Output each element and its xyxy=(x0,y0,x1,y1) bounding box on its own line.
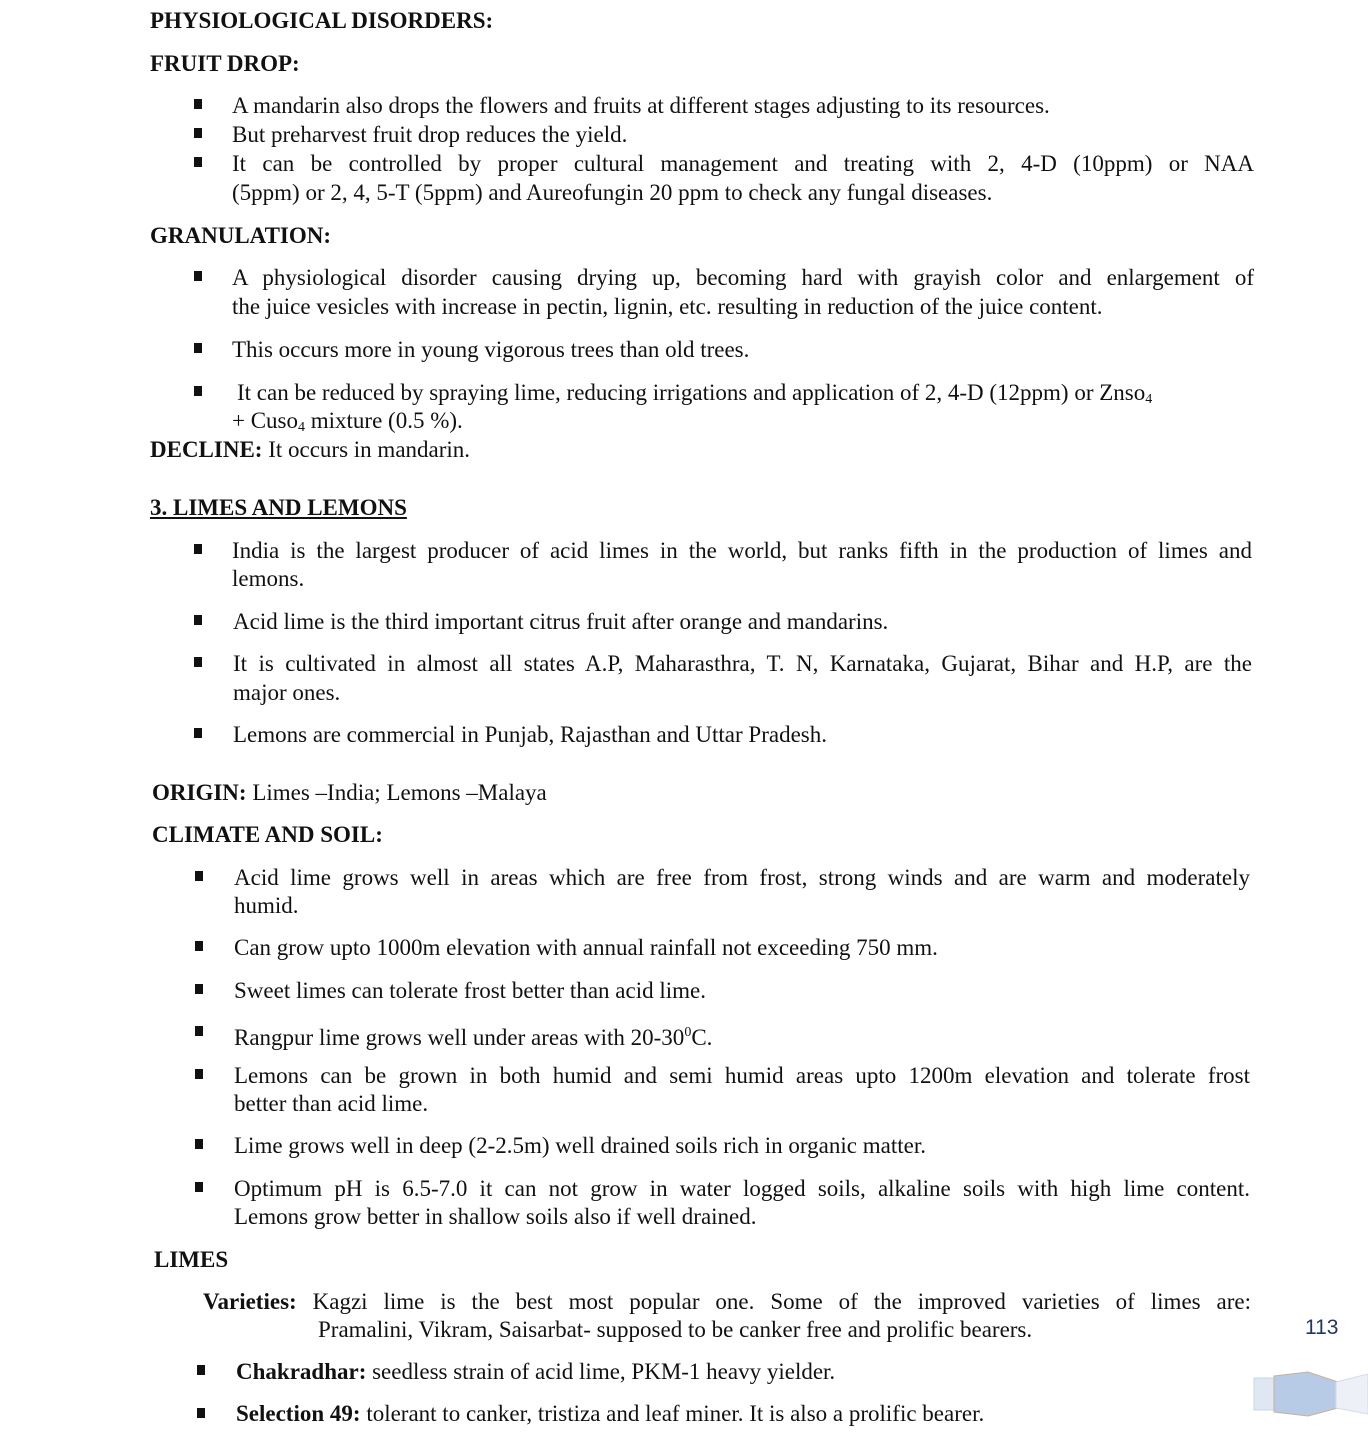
varieties-label: Varieties: xyxy=(203,1289,297,1314)
bullet-icon xyxy=(195,1139,203,1149)
varieties-paragraph xyxy=(203,1288,1251,1316)
origin-text: Limes –India; Lemons –Malaya xyxy=(246,780,547,805)
bullet-icon xyxy=(194,657,202,667)
chakradhar-label: Chakradhar: xyxy=(236,1359,367,1384)
list-item: A mandarin also drops the flowers and fruits at different stages adjusting to its resources. xyxy=(232,93,1050,118)
page-decoration-icon xyxy=(1252,1370,1368,1418)
list-item-continued: the juice vesicles with increase in pectin, lignin, etc. resulting in reduction of the juice content. xyxy=(232,294,1103,319)
list-item-continued: humid. xyxy=(234,893,299,918)
list-item: Acid lime is the third important citrus fruit after orange and mandarins. xyxy=(233,609,889,634)
list-item: It can be controlled by proper cultural management and treating with 2, 4-D (10ppm) or NAA xyxy=(232,151,1254,176)
bullet-icon xyxy=(194,128,202,138)
bullet-icon xyxy=(194,728,202,738)
origin-label: ORIGIN: xyxy=(152,780,247,805)
varieties-continued: Pramalini, Vikram, Saisarbat- supposed to be canker free and prolific bearers. xyxy=(318,1317,1033,1342)
subscript: 4 xyxy=(298,420,306,435)
list-item-continued: (5ppm) or 2, 4, 5-T (5ppm) and Aureofungin 20 ppm to check any fungal diseases. xyxy=(232,180,993,205)
list-item: India is the largest producer of acid limes in the world, but ranks fifth in the production of limes and xyxy=(232,538,1252,563)
list-item: Lemons are commercial in Punjab, Rajasthan and Uttar Pradesh. xyxy=(233,722,827,747)
decline-text: It occurs in mandarin. xyxy=(262,437,471,462)
bullet-icon xyxy=(194,99,202,109)
selection-49-text: tolerant to canker, tristiza and leaf miner. It is also a prolific bearer. xyxy=(360,1401,985,1426)
list-item xyxy=(236,1400,984,1428)
bullet-icon xyxy=(194,271,202,281)
bullet-icon xyxy=(195,1069,203,1079)
list-item: Optimum pH is 6.5-7.0 it can not grow in water logged soils, alkaline soils with high lime content. xyxy=(234,1176,1250,1201)
list-item-continued: major ones. xyxy=(233,680,341,705)
bullet-icon xyxy=(195,984,203,994)
origin-paragraph xyxy=(152,779,547,807)
varieties-text: Kagzi lime is the best most popular one. Some of the improved varieties of limes are: xyxy=(296,1289,1251,1314)
heading-limes: LIMES xyxy=(154,1247,229,1272)
page-number: 113 xyxy=(1305,1316,1339,1339)
list-item: Sweet limes can tolerate frost better than acid lime. xyxy=(234,978,706,1003)
list-item-continued: Lemons grow better in shallow soils also if well drained. xyxy=(234,1204,757,1229)
heading-fruit-drop: FRUIT DROP: xyxy=(150,51,300,76)
text: It can be reduced by spraying lime, reducing irrigations and application of 2, 4-D (12ppm) or Znso xyxy=(237,380,1146,405)
bullet-icon xyxy=(194,544,202,554)
selection-49-label: Selection 49: xyxy=(236,1401,361,1426)
list-item: Lemons can be grown in both humid and semi humid areas upto 1200m elevation and tolerate frost xyxy=(234,1063,1250,1088)
list-item: A physiological disorder causing drying up, becoming hard with grayish color and enlargement of xyxy=(232,265,1254,290)
list-item xyxy=(236,1358,835,1386)
chakradhar-text: seedless strain of acid lime, PKM-1 heavy yielder. xyxy=(366,1359,836,1384)
heading-climate-and-soil: CLIMATE AND SOIL: xyxy=(152,822,383,847)
list-item: This occurs more in young vigorous trees than old trees. xyxy=(232,337,750,362)
superscript: 0 xyxy=(684,1025,692,1040)
list-item: Acid lime grows well in areas which are free from frost, strong winds and are warm and moderately xyxy=(234,865,1250,890)
text: + Cuso xyxy=(232,408,299,433)
bullet-icon xyxy=(195,1026,203,1036)
list-item xyxy=(234,1019,712,1052)
bullet-icon xyxy=(197,1408,205,1418)
subscript: 4 xyxy=(1145,392,1153,407)
bullet-icon xyxy=(194,615,202,625)
bullet-icon xyxy=(194,157,202,167)
list-item-continued: better than acid lime. xyxy=(234,1091,429,1116)
list-item: But preharvest fruit drop reduces the yield. xyxy=(232,122,628,147)
bullet-icon xyxy=(194,343,202,353)
text: Rangpur lime grows well under areas with 20-30 xyxy=(234,1025,685,1050)
heading-granulation: GRANULATION: xyxy=(150,223,332,248)
bullet-icon xyxy=(195,871,203,881)
bullet-icon xyxy=(195,941,203,951)
text: C. xyxy=(691,1025,713,1050)
list-item: It is cultivated in almost all states A.P, Maharasthra, T. N, Karnataka, Gujarat, Bihar and H.P, are the xyxy=(233,651,1252,676)
bullet-icon xyxy=(197,1365,205,1375)
decline-label: DECLINE: xyxy=(150,437,263,462)
decline-paragraph xyxy=(150,436,470,464)
list-item: Can grow upto 1000m elevation with annual rainfall not exceeding 750 mm. xyxy=(234,935,938,960)
list-item-continued: lemons. xyxy=(232,566,305,591)
bullet-icon xyxy=(195,1182,203,1192)
bullet-icon xyxy=(194,386,202,396)
heading-physiological-disorders: PHYSIOLOGICAL DISORDERS: xyxy=(150,8,494,33)
heading-limes-and-lemons: 3. LIMES AND LEMONS xyxy=(150,495,407,520)
list-item: Lime grows well in deep (2-2.5m) well drained soils rich in organic matter. xyxy=(234,1133,926,1158)
text: mixture (0.5 %). xyxy=(305,408,463,433)
